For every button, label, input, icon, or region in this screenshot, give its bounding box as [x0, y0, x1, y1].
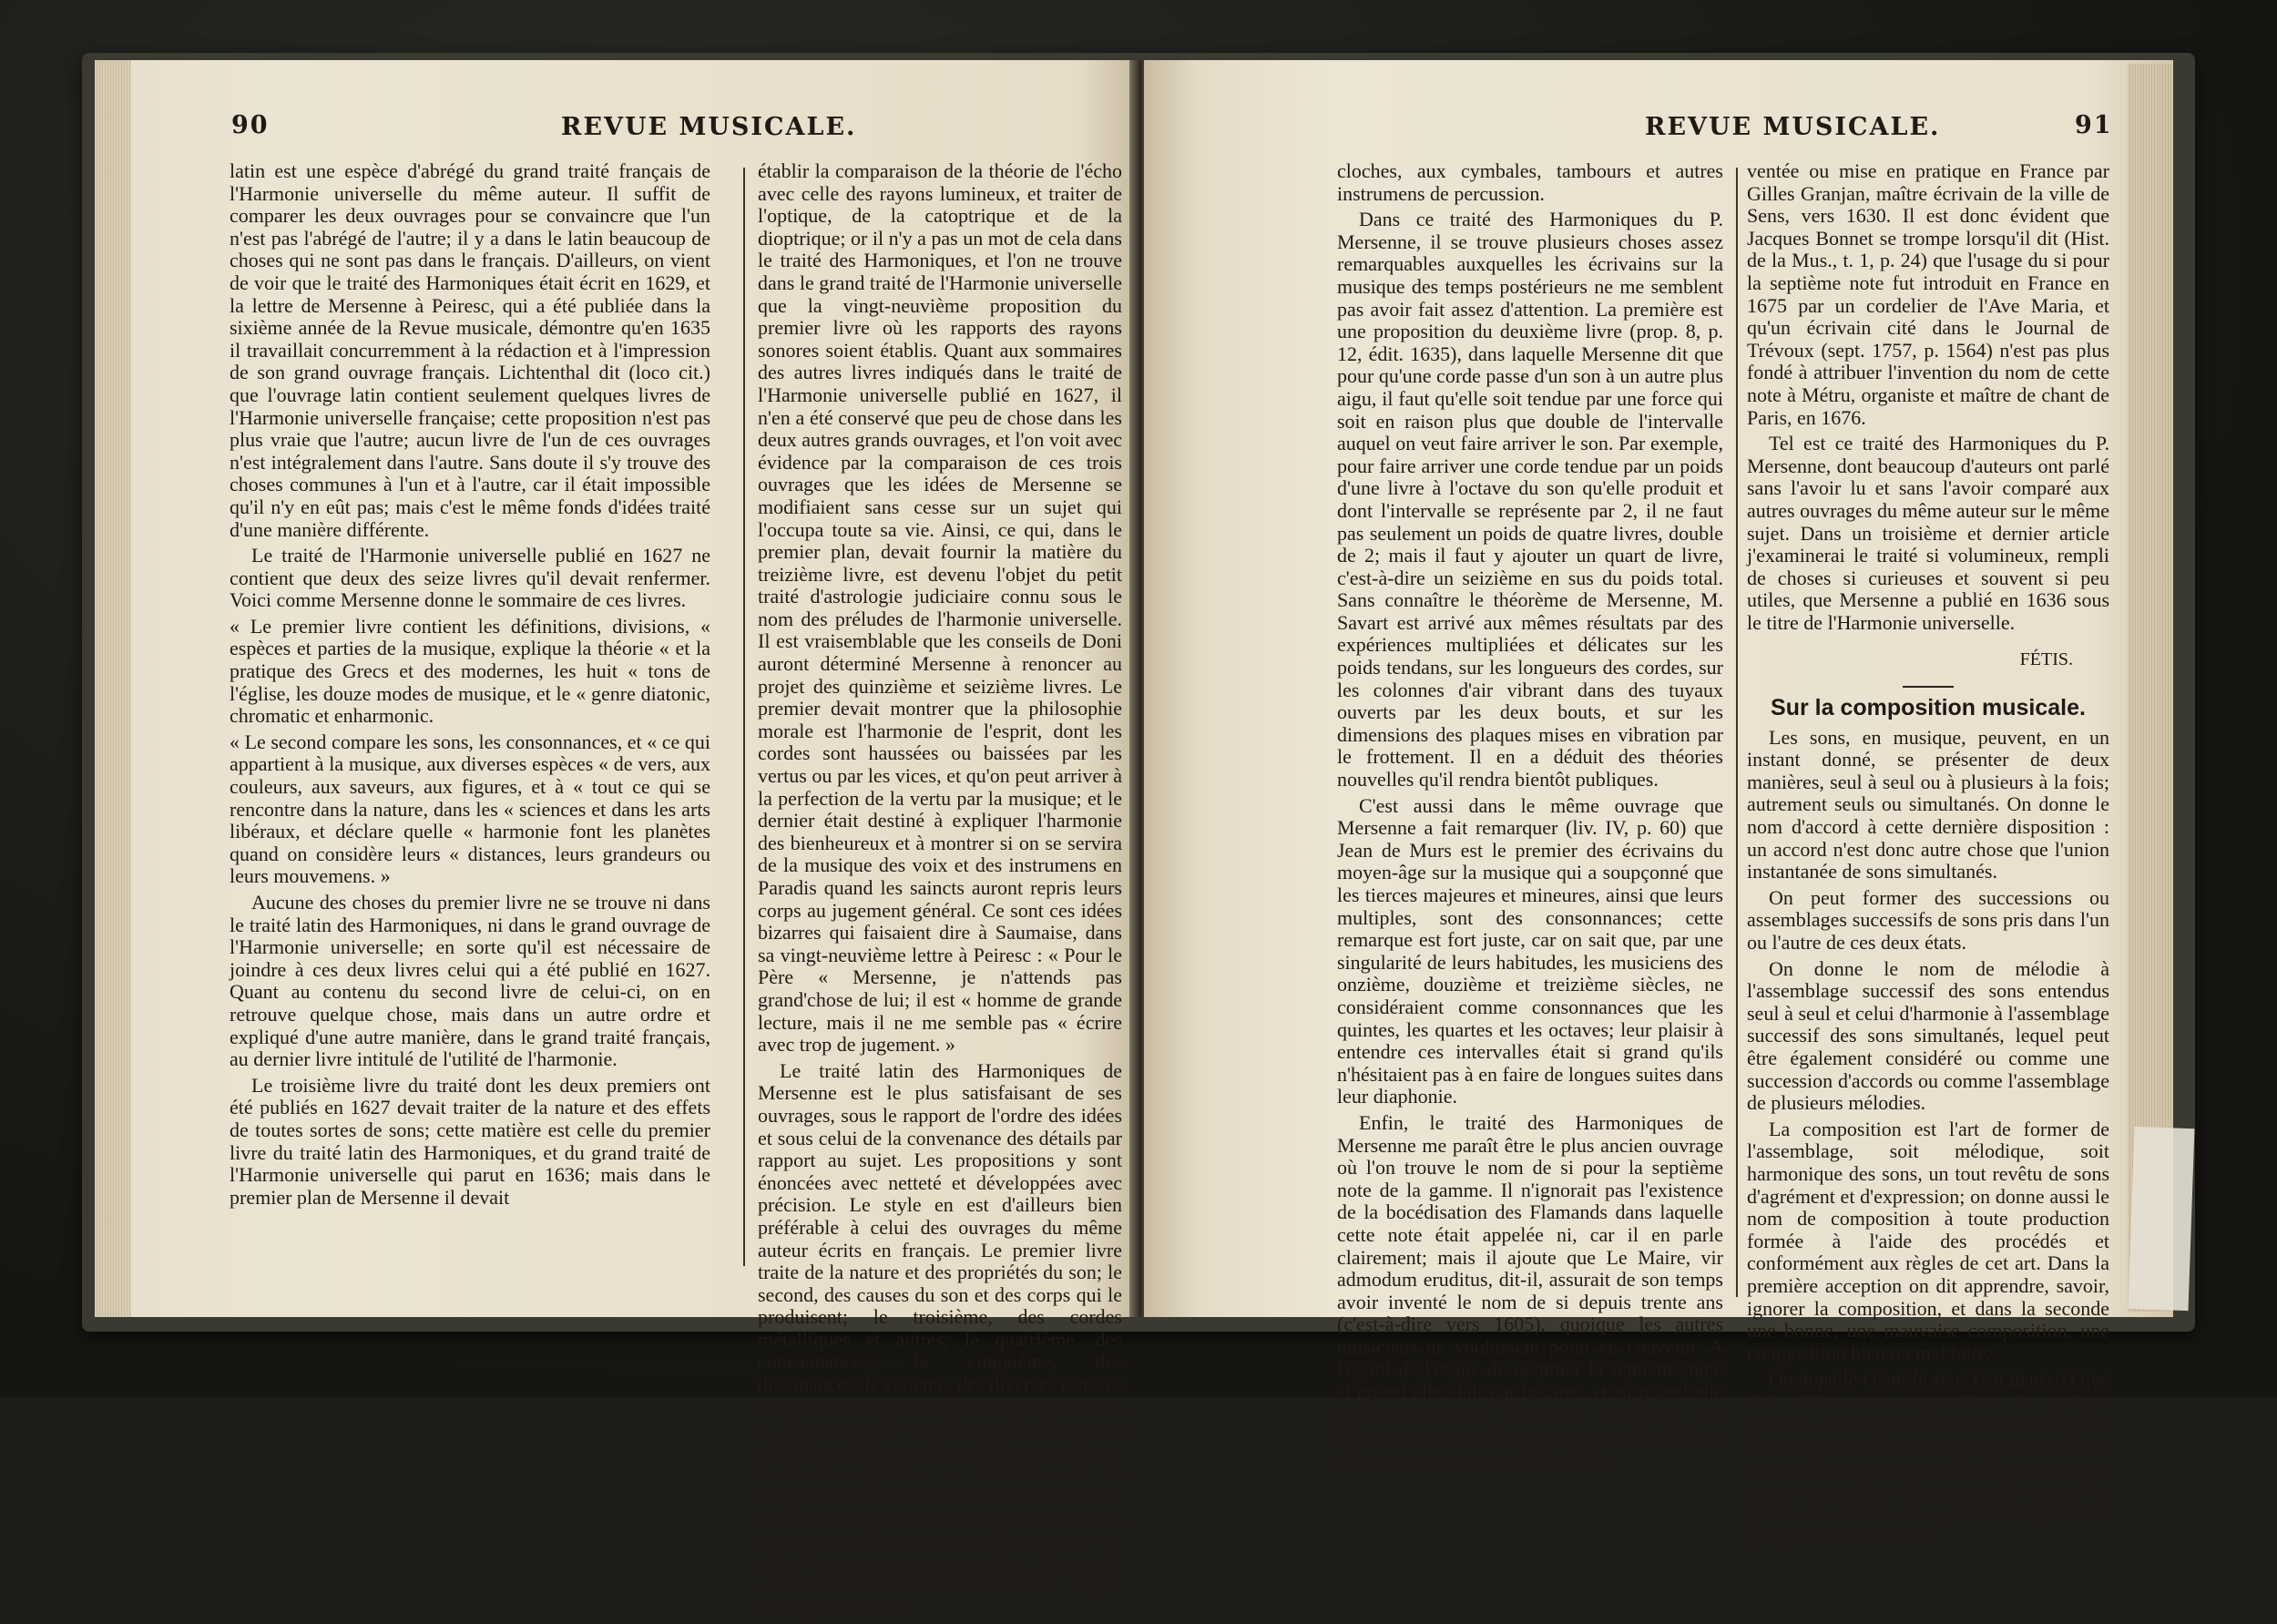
repair-tape — [2129, 1127, 2195, 1311]
paragraph: ventée ou mise en pratique en France par Gilles Granjan, maître écrivain de la ville de Sens, vers 1630. Il est donc évident que Jacques Bonnet se trompe lorsqu'il dit (Hist. de la Mus., t. 1, p. 24) que l'usage du si pour la septième note fut introduit en France en 1675 par un cordelier de l'Ave Maria, et qu'un écrivain cité dans le Journal de Trévoux (sept. 1757, p. 1564) n'est pas plus fondé à attribuer l'invention du nom de cette note à Métru, organiste et maître de chant de Paris, en 1676. — [1747, 159, 2109, 429]
section-divider — [1903, 686, 1954, 688]
left-column-1 — [230, 160, 710, 1212]
quote-paragraph: « Le premier livre contient les définitions, divisions, « espèces et parties de la musique, explique la théorie « et la pratique des Grecs et des modernes, les huit « tons de l'église, les douze modes de musique, et le « genre diatonic, chromatic et enharmonic. — [230, 614, 710, 728]
left-page — [95, 60, 1135, 1619]
right-page-header — [1144, 111, 2173, 148]
page-number: 90 — [231, 111, 270, 139]
quote-paragraph: « Le second compare les sons, les consonnances, et « ce qui appartient à la musique, aux diverses espèces « de vers, aux couleurs, aux saveurs, aux figures, et à « tout ce qui se rencontre dans la nature, dans les « sciences et dans les arts libéraux, et déclare quelle « harmonie font les planètes quand on considère leurs « distances, leurs grandeurs ou leurs mouvemens. » — [230, 730, 710, 888]
page-number: 91 — [2075, 111, 2113, 139]
column-rule — [1736, 168, 1738, 1297]
paragraph: On peut former des successions ou assemblages successifs de sons pris dans l'un ou l'autre de ces deux états. — [1747, 885, 2109, 954]
paragraph: C'est aussi dans le même ouvrage que Mersenne a fait remarquer (liv. IV, p. 60) que Jean de Murs est le premier des écrivains du moyen-âge sur la musique qui a soupçonné que les tierces majeures et mineures, ainsi que leurs multiples, sont des consonnances; cette remarque est fort juste, car on sait que, par une singularité de leurs habitudes, les musiciens des onzième, douzième et treizième siècles, ne considéraient comme consonnances que les quintes, les quartes et les octaves; leur plaisir à entendre ces intervalles était si grand qu'ils n'hésitaient pas à en faire de longues suites dans leur diaphonie. — [1337, 793, 1723, 1108]
paragraph: Dans ce traité des Harmoniques du P. Mersenne, il se trouve plusieurs choses assez remarquables auxquelles les écrivains sur la musique des temps postérieurs ne me semblent pas avoir fait assez d'attention. La première est une proposition du deuxième livre (prop. 8, p. 12, édit. 1635), dans laquelle Mersenne dit que pour qu'une corde passe d'un son à un autre plus aigu, il faut qu'elle soit tendue par une force qui soit en raison plus que double de l'intervalle auquel on veut faire arriver le son. Par exemple, pour faire arriver une corde tendue par un poids d'une livre à l'octave du son qu'elle produit et dont l'intervalle se représente par 2, il ne faut pas seulement un poids de quatre livres, double de 2; mais il faut y ajouter un quart de livre, c'est-à-dire un seizième en sus du poids total. Sans connaître le théorème de Mersenne, M. Savart est arrivé aux mêmes résultats par des expériences multipliées et délicates sur les poids tendans, sur les longueurs des cordes, sur les colonnes d'air vibrant dans des tuyaux ouverts par les deux bouts, et sur les dimensions des plaques mises en vibration par le frottement. Il en a déduit des théories nouvelles qu'il rendra bientôt publiques. — [1337, 208, 1723, 792]
paragraph: établir la comparaison de la théorie de l'écho avec celle des rayons lumineux, et traiter de l'optique, de la catoptrique et de la dioptrique; or il n'y a pas un mot de cela dans le traité des Harmoniques, et l'on ne trouve dans le grand traité de l'Harmonie universelle que la vingt-neuvième proposition du premier livre où les rapports des rayons sonores soient établis. Quant aux sommaires des autres livres indiqués dans le traité de l'Harmonie universelle publié en 1627, il n'en a été conservé que peu de chose dans les deux autres grands ouvrages, et l'on voit avec évidence par la comparaison de ces trois ouvrages que les idées de Mersenne se modifiaient sans cesse sur un sujet qui l'occupa toute sa vie. Ainsi, ce qui, dans le premier plan, devait fournir la matière du treizième livre, est devenu l'objet du petit traité d'astrologie judiciaire connu sous le nom des préludes de l'harmonie universelle. Il est vraisemblable que les conseils de Doni auront déterminé Mersenne à renoncer au projet des quinzième et seizième livres. Le premier devait montrer que la philosophie morale est l'harmonie de l'esprit, dont les cordes sont haussées ou baissées par les vertus ou par les vices, et qu'on peut arriver à la perfection de la vertu par la musique; et le dernier était destiné à expliquer l'harmonie des bienheureux et à montrer si on se servira de la musique des voix et des instrumens en Paradis quand les saincts auront repris leurs corps au jugement général. Ce sont ces idées bizarres qui faisaient dire à Saumaise, dans sa vingt-neuvième lettre à Peiresc : « Pour le Père « Mersenne, je n'attends pas grand'chose de lui; il est « homme de grande lecture, mais il ne me semble pas « écrire avec trop de jugement. » — [758, 159, 1122, 1057]
right-column-1 — [1337, 160, 1723, 1474]
running-head: REVUE MUSICALE. — [1645, 113, 1941, 141]
paragraph: Aucune des choses du premier livre ne se trouve ni dans le traité latin des Harmoniques, ni dans le grand ouvrage de l'Harmonie universelle; en sorte qu'il est nécessaire de joindre à ces deux livres celui qui a été publié en 1627. Quant au contenu du second livre de celui-ci, on en retrouve quelque chose, mais dans un autre ordre et expliqué d'une autre manière, dans le grand traité français, au dernier livre intitulé de l'utilité de l'harmonie. — [230, 891, 710, 1071]
page-edges-right — [2128, 64, 2173, 1312]
paragraph: Les sons, en musique, peuvent, en un instant donné, se présenter de deux manières, seul à seul ou à plusieurs à la fois; autrement seuls ou simultanés. On donne le nom d'accord à cette dernière disposition : un accord n'est donc autre chose que l'union instantanée de sons simultanés. — [1747, 725, 2109, 883]
paragraph: Le troisième livre du traité dont les deux premiers ont été publiés en 1627 devait traiter de la nature et des effets de toutes sortes de sons; cette matière est celle du premier livre du traité latin des Harmoniques, et du grand traité de l'Harmonie universelle qui parut en 1636; mais dans le premier plan de Mersenne il devait — [230, 1073, 710, 1209]
paragraph: Le traité latin des Harmoniques de Mersenne est le plus satisfaisant de ses ouvrages, sous le rapport de l'ordre des idées et sous celui de la convenance des détails par rapport au sujet. Les propositions y sont énoncées avec netteté et développées avec précision. Le style en est d'ailleurs bien préférable à celui des ouvrages du même auteur écrits en français. Le premier livre traite de la nature et des propriétés du son; le second, des causes du son et des corps qui le produisent; le troisième, des cordes métalliques et autres; le quatrième, des consonnances; le cinquième, des dissonances; le sixième, des diverses espèces de consonnances qui déterminent les modes et les genres; le septième, des chants ou mélodies, de leur nombre, de leurs parties et de leurs espèces; le huitième, de la composition, de l'art du chant et de la voix. La seconde partie de l'ouvrage traite des instrumens en quatre livres. Le premier est relatif aux instrumens à cordes; le second, aux instrumens à vent; le troisième à l'orgue, et le quatrième aux — [758, 1058, 1122, 1619]
left-page-header — [95, 111, 1135, 148]
section-title: Sur la composition musicale. — [1771, 695, 2086, 721]
column-rule — [743, 168, 745, 1266]
paragraph: Le traité de l'Harmonie universelle publié en 1627 ne contient que deux des seize livres qu'il devait renfermer. Voici comme Mersenne donne le sommaire de ces livres. — [230, 544, 710, 612]
paragraph: La composition est l'art de former de l'assemblage, soit mélodique, soit harmonique des sons, un tout revêtu de sons d'agrément et d'expression; on donne aussi le nom de composition à toute production formée à l'aide des procédés et conformément aux règles de cet art. Dans la première acception on dit apprendre, savoir, ignorer la composition, et dans la seconde une bonne, une mauvaise composition, une composition bien ou mal faite. — [1747, 1117, 2109, 1364]
paragraph: On donne le nom de mélodie à l'assemblage successif des sons entendus seul à seul et celui d'harmonie à l'assemblage successif des sons simultanés, lequel peut être également considéré ou comme une succession d'accords ou comme l'assemblage de plusieurs mélodies. — [1747, 956, 2109, 1115]
left-column-2 — [758, 160, 1122, 1624]
author-signature: FÉTIS. — [2019, 649, 2073, 670]
right-column-2 — [1747, 160, 2109, 1551]
paragraph: On appelle chant le sens (sui generis) que doit offrir toute composition, de quelque genre et à quelque nombre de parties qu'elle puisse être. Ce chant, quels qu'en soient le style et le caractère, peut résider en une seule partie ou résulter du concours de toutes les parties. Ce dernier cas, qui n'a lieu que dans quelques circonstances — [1747, 1367, 2109, 1547]
right-page — [1144, 60, 2173, 1547]
paragraph: latin est une espèce d'abrégé du grand traité français de l'Harmonie universelle du même auteur. Il suffit de comparer les deux ouvrages pour se convaincre que l'un n'est pas l'abrégé de l'autre; il y a dans le latin beaucoup de choses qui ne sont pas dans le français. D'ailleurs, on vient de voir que le traité des Harmoniques était écrit en 1629, et la lettre de Mersenne à Peiresc, qui a été publiée dans la sixième année de la Revue musicale, démontre qu'en 1635 il travaillait concurremment à la rédaction et à l'impression de son grand ouvrage français. Lichtenthal dit (loco cit.) que l'ouvrage latin contient seulement quelques livres de l'Harmonie universelle française; cette proposition n'est pas plus vraie que l'autre; aucun livre de l'un de ces ouvrages n'est intégralement dans l'autre. Sans doute il s'y trouve des choses communes à l'un et à l'autre, car il était impossible qu'il n'y en eût pas; mais c'est le même fonds d'idées traité d'une manière différente. — [230, 159, 710, 541]
paragraph: cloches, aux cymbales, tambours et autres instrumens de percussion. — [1337, 159, 1723, 205]
open-book — [82, 53, 2195, 1619]
page-edges-left — [95, 60, 131, 1317]
paragraph: Tel est ce traité des Harmoniques du P. Mersenne, dont beaucoup d'auteurs ont parlé sans l'avoir lu et sans l'avoir comparé aux autres ouvrages du même auteur sur le même sujet. Dans un troisième et dernier article j'examinerai le traité si volumineux, rempli de choses si curieuses et souvent si peu utiles, que Mersenne a publié en 1636 sous le titre de l'Harmonie universelle. — [1747, 432, 2109, 634]
paragraph: Enfin, le traité des Harmoniques de Mersenne me paraît être le plus ancien ouvrage où l'on trouve le nom de si pour la septième note de la gamme. Il n'ignorait pas l'existence de la bocédisation des Flamands dans laquelle cette note était appelée ni, car il en parle clairement; mais il ajoute que Le Maire, vir admodum eruditus, dit-il, assurait de son temps avoir inventé le nom de si depuis trente ans (c'est-à-dire vers 1605), quoique les autres musiciens ne voulussent point en convenir. A l'égard de l'usage de nommer la septième note si quand elle était par bécarre, et za quand elle était par bémol, Mersenne dit, dans son Harmonie universelle (avertissement du 5e livre de la composition), qu'elle a été in- — [1337, 1110, 1723, 1470]
running-head: REVUE MUSICALE. — [561, 113, 857, 141]
